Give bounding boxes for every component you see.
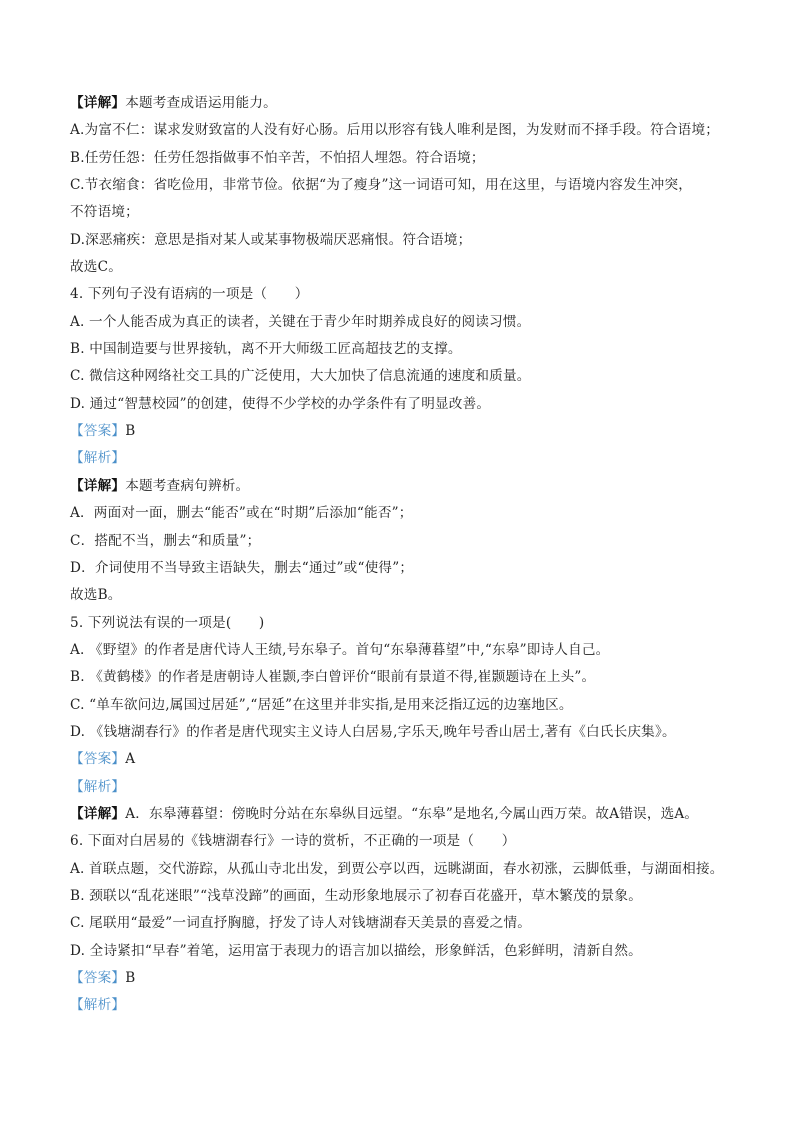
line-text: D.深恶痛疾：意思是指对某人或某事物极端厌恶痛恨。符合语境； <box>70 231 472 248</box>
text-line <box>70 230 740 257</box>
line-text: D. 全诗紧扣“早春”着笔，运用富于表现力的语言加以描绘，形象鲜活，色彩鲜明，清新自然。 <box>70 942 642 959</box>
line-text: B <box>125 970 136 986</box>
line-text: B. 颈联以“乱花迷眼”“浅草没蹄”的画面，生动形象地展示了初春百花盛开，草木繁茂的景象。 <box>70 887 642 904</box>
text-line <box>70 777 740 804</box>
line-text: A <box>125 751 136 768</box>
line-text: 本题考查成语运用能力。 <box>125 95 277 111</box>
text-line <box>70 831 740 858</box>
text-line <box>70 941 740 968</box>
line-text: C. “单车欲问边,属国过居延”,“居延”在这里并非实指,是用来泛指辽远的边塞地区。 <box>70 696 573 713</box>
line-text: A. 一个人能否成为真正的读者，关键在于青少年时期养成良好的阅读习惯。 <box>70 313 531 330</box>
text-line <box>70 421 740 448</box>
line-text: D. 通过“智慧校园”的创建，使得不少学校的办学条件有了明显改善。 <box>70 395 491 412</box>
line-text: C. 尾联用“最爱”一词直抒胸臆，抒发了诗人对钱塘湖春天美景的喜爱之情。 <box>70 915 532 932</box>
text-line <box>70 804 740 831</box>
text-line <box>70 613 740 640</box>
document-page <box>70 93 740 1023</box>
text-line <box>70 503 740 530</box>
text-line <box>70 175 740 202</box>
text-line <box>70 257 740 284</box>
line-text: A．东皋薄暮望：傍晚时分站在东皋纵目远望。“东皋”是地名,今属山西万荣。故A错误，选A。 <box>125 805 699 822</box>
section-tag: 【答案】 <box>70 970 126 986</box>
line-text: 4. 下列句子没有语病的一项是（ ） <box>70 286 309 303</box>
line-text: D．介词使用不当导致主语缺失，删去“通过”或“使得”； <box>70 559 414 576</box>
section-tag: 【详解】 <box>70 805 126 822</box>
line-text: 6. 下面对白居易的《钱塘湖春行》一诗的赏析，不正确的一项是（ ） <box>70 833 516 850</box>
text-line <box>70 202 740 229</box>
text-line <box>70 722 740 749</box>
text-line <box>70 558 740 585</box>
section-tag: 【答案】 <box>70 751 126 768</box>
line-text: B.任劳任怨：任劳任怨指做事不怕辛苦，不怕招人埋怨。符合语境； <box>70 149 485 166</box>
text-line <box>70 531 740 558</box>
text-line <box>70 312 740 339</box>
line-text: 故选B。 <box>70 587 122 604</box>
line-text: C.节衣缩食：省吃俭用，非常节俭。依据“为了瘦身”这一词语可知，用在这里，与语境内容发生冲突， <box>70 177 693 194</box>
text-line <box>70 448 740 475</box>
text-line <box>70 695 740 722</box>
line-text: C．搭配不当，删去“和质量”； <box>70 532 261 549</box>
text-line <box>70 640 740 667</box>
line-text: 不符语境； <box>70 204 139 221</box>
line-text: 故选C。 <box>70 259 122 276</box>
text-line <box>70 859 740 886</box>
text-line <box>70 886 740 913</box>
line-text: C. 微信这种网络社交工具的广泛使用，大大加快了信息流通的速度和质量。 <box>70 368 531 385</box>
line-text: A.为富不仁：谋求发财致富的人没有好心肠。后用以形容有钱人唯利是图，为发财而不择手段。符合语境； <box>70 122 720 139</box>
section-tag: 【详解】 <box>70 95 126 111</box>
text-line <box>70 394 740 421</box>
line-text: B. 中国制造要与世界接轨，离不开大师级工匠高超技艺的支撑。 <box>70 341 462 358</box>
section-tag: 【解析】 <box>70 450 126 467</box>
line-text: B <box>125 423 136 440</box>
line-text: D. 《钱塘湖春行》的作者是唐代现实主义诗人白居易,字乐天,晚年号香山居士,著有《白氏长庆集》。 <box>70 723 676 740</box>
text-line <box>70 339 740 366</box>
text-line <box>70 995 740 1022</box>
text-line <box>70 585 740 612</box>
text-line <box>70 120 740 147</box>
text-line <box>70 93 740 120</box>
line-text: 本题考查病句辨析。 <box>125 477 250 494</box>
text-line <box>70 366 740 393</box>
text-line <box>70 476 740 503</box>
section-tag: 【解析】 <box>70 778 126 795</box>
line-text: A. 《野望》的作者是唐代诗人王绩,号东皋子。首句“东皋薄暮望”中,“东皋”即诗人自己。 <box>70 641 610 658</box>
text-line <box>70 148 740 175</box>
text-line <box>70 667 740 694</box>
text-line <box>70 968 740 995</box>
section-tag: 【详解】 <box>70 477 126 494</box>
line-text: 5. 下列说法有误的一项是( ) <box>70 614 265 631</box>
text-line <box>70 284 740 311</box>
text-line <box>70 913 740 940</box>
text-line <box>70 749 740 776</box>
line-text: A．两面对一面，删去“能否”或在“时期”后添加“能否”； <box>70 505 413 522</box>
section-tag: 【解析】 <box>70 997 126 1014</box>
line-text: A. 首联点题，交代游踪，从孤山寺北出发，到贾公亭以西，远眺湖面，春水初涨，云脚低垂，与湖面相接。 <box>70 860 724 877</box>
line-text: B. 《黄鹤楼》的作者是唐朝诗人崔颢,李白曾评价“眼前有景道不得,崔颢题诗在上头”。 <box>70 669 596 686</box>
section-tag: 【答案】 <box>70 423 126 440</box>
